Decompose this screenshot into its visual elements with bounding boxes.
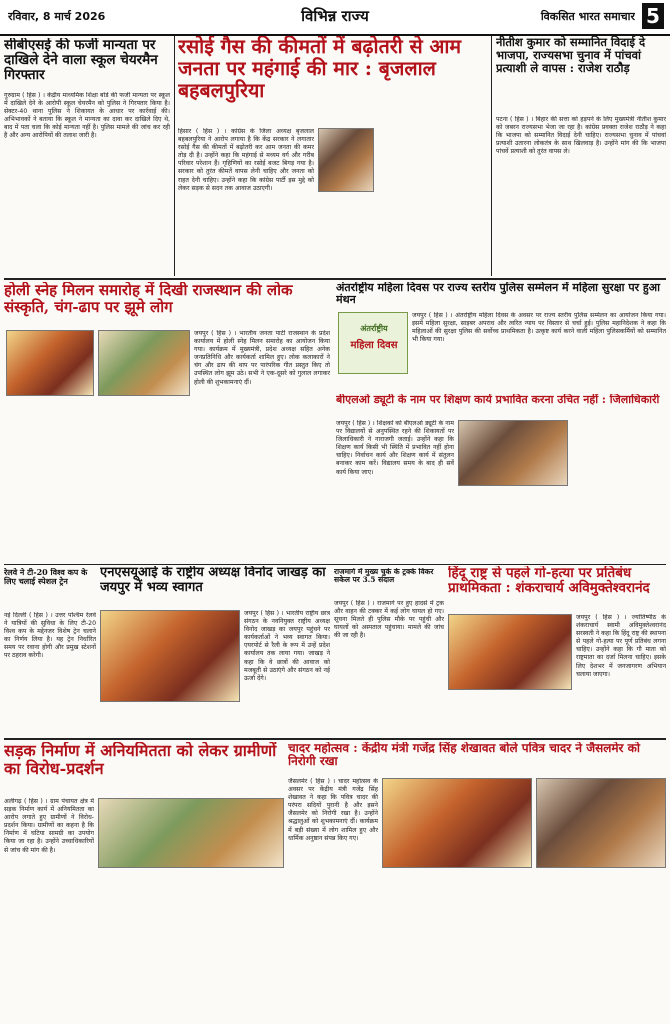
gas-headline: रसोई गैस की कीमतों में बढ़ोतरी से आम जनता पर महंगाई की मार : बृजलाल बहबलपुरिया: [178, 36, 462, 102]
cbse-body: गुरुग्राम ( हिंस ) । केंद्रीय माध्यमिक शिक्षा बोर्ड की फर्जी मान्यता पर स्कूल में दाखिले देने के आरोपी स्कूल चेयरमैन को पुलिस ने गिरफ्तार किया है। सेक्टर-40 थाना पुलिस ने शिकायत के आधार पर कार्रवाई की। अभिभावकों ने बताया कि स्कूल ने मान्यता का दावा कर दाखिले दिए थे, बाद में पता चला कि कोई मान्यता नहीं है। पुलिस मामले की जांच कर रही है और अन्य आरोपियों की तलाश जारी है।: [4, 92, 170, 140]
blo-body-cont: [572, 420, 666, 538]
gas-portrait-photo: [318, 128, 374, 192]
chadar-headline: चादर महोत्सव : केंद्रीय मंत्री गजेंद्र सिंह शेखावत बोले पवित्र चादर ने जैसलमेर को निरोगी रखा: [288, 742, 640, 769]
gas-body-cont: [378, 128, 488, 274]
chadar-body: जैसलमेर ( हिंस ) । चादर महोत्सव के अवसर पर केंद्रीय मंत्री गजेंद्र सिंह शेखावत ने कहा कि पवित्र चादर की परंपरा सदियों पुरानी है और इसने जैसलमेर को निरोगी रखा है। उन्होंने श्रद्धालुओं को शुभकामनाएं दीं। कार्यक्रम में बड़ी संख्या में लोग शामिल हुए और धार्मिक अनुष्ठान संपन्न किए गए।: [288, 778, 378, 842]
section-rule: [4, 738, 666, 740]
women-day-body-cont: [338, 376, 666, 390]
highway-body: जयपुर ( हिंस ) । राजमार्ग पर हुए हादसे में ट्रक और वाहन की टक्कर में कई लोग घायल हो गए। सूचना मिलते ही पुलिस मौके पर पहुंची और घायलों को अस्पताल पहुंचाया। मामले की जांच की जा रही है।: [334, 600, 444, 640]
masthead: विकसित भारत समाचार: [540, 10, 635, 23]
road-body-cont: [98, 872, 284, 1020]
holi-headline: होली स्नेह मिलन समारोह में दिखी राजस्थान की लोक संस्कृति, चंग-ढाप पर झूमे लोग: [4, 282, 293, 316]
railway-body: नई दिल्ली ( हिंस ) । उत्तर पश्चिम रेलवे ने यात्रियों की सुविधा के लिए टी-20 विश्व कप के मद्देनजर विशेष ट्रेन चलाने का निर्णय लिया है। यह ट्रेन निर्धारित समय पर रवाना होगी और प्रमुख स्टेशनों पर ठहराव करेगी।: [4, 612, 96, 660]
women-day-logo-line2: महिला दिवस: [350, 340, 398, 351]
nitish-headline: नीतीश कुमार को सम्मानित विदाई दे भाजपा, राज्यसभा चुनाव में पांचवां प्रत्याशी ले वापस : राजेश राठौड़: [496, 36, 646, 75]
holi-body-cont: [4, 400, 190, 560]
section-rule: [4, 278, 666, 280]
women-day-body: जयपुर ( हिंस ) । अंतर्राष्ट्रीय महिला दिवस के अवसर पर राज्य स्तरीय पुलिस सम्मेलन का आयोजन किया गया। इसमें महिला सुरक्षा, साइबर अपराध और त्वरित न्याय पर विस्तार से चर्चा हुई। पुलिस महानिदेशक ने कहा कि महिलाओं की सुरक्षा पुलिस की सर्वोच्च प्राथमिकता है। उत्कृष्ट कार्य करने वाली महिला पुलिसकर्मियों को सम्मानित भी किया गया।: [412, 312, 666, 344]
women-day-logo: [338, 312, 408, 374]
column-rule: [174, 36, 175, 276]
chadar-photo-2: [536, 778, 666, 868]
cow-headline: हिंदू राष्ट्र से पहले गो-हत्या पर प्रतिबंध प्राथमिकता : शंकराचार्य अविमुक्तेश्वरानंद: [448, 566, 650, 597]
page-header: [0, 0, 670, 36]
blo-body: जयपुर ( हिंस ) । शिक्षकों को बीएलओ ड्यूटी के नाम पर विद्यालयों से अनुपस्थित रहने की शिकायतों पर जिलाधिकारी ने नाराजगी जताई। उन्होंने कहा कि शिक्षण कार्य किसी भी स्थिति में प्रभावित नहीं होना चाहिए। निर्वाचन कार्य और शिक्षण कार्य में संतुलन बनाकर काम करें। विद्यालय समय के बाद ही सर्वे कार्य किया जाए।: [336, 420, 454, 476]
road-body: अलीगढ़ ( हिंस ) । ग्राम पंचायत क्षेत्र में सड़क निर्माण कार्य में अनियमितता का आरोप लगाते हुए ग्रामीणों ने विरोध-प्रदर्शन किया। ग्रामीणों का कहना है कि निर्माण में घटिया सामग्री का उपयोग किया जा रहा है। उन्होंने उच्चाधिकारियों से जांच की मांग की है।: [4, 798, 94, 854]
nitish-body: पटना ( हिंस ) । बिहार की सत्ता को हड़पने के लिए मुख्यमंत्री नीतीश कुमार को जबरन राज्यसभा भेजा जा रहा है। कांग्रेस प्रवक्ता राजेश राठौड़ ने कहा कि भाजपा को सम्मानित विदाई देनी चाहिए। राज्यसभा चुनाव में पांचवां प्रत्याशी उतारना लोकतंत्र के साथ खिलवाड़ है। उन्होंने मांग की कि भाजपा पांचवें प्रत्याशी को तुरंत वापस ले।: [496, 116, 666, 156]
page-number: 5: [642, 3, 664, 29]
section-title: विभिन्न राज्य: [301, 7, 369, 25]
blo-headline: बीएलओ ड्यूटी के नाम पर शिक्षण कार्य प्रभावित करना उचित नहीं : जिलाधिकारी: [336, 394, 660, 406]
nsui-body: जयपुर ( हिंस ) । भारतीय राष्ट्रीय छात्र संगठन के नवनियुक्त राष्ट्रीय अध्यक्ष विनोद जाखड़ का जयपुर पहुंचने पर कार्यकर्ताओं ने भव्य स्वागत किया। एयरपोर्ट से रैली के रूप में उन्हें प्रदेश कार्यालय तक लाया गया। जाखड़ ने कहा कि वे छात्रों की आवाज को मजबूती से उठाएंगे और संगठन को नई ऊर्जा देंगे।: [244, 610, 330, 682]
women-day-logo-line1: अंतर्राष्ट्रीय: [360, 324, 388, 333]
gas-body: हिसार ( हिंस ) । कांग्रेस के जिला अध्यक्ष बृजलाल बहबलपुरिया ने आरोप लगाया है कि केंद्र सरकार ने लगातार रसोई गैस की कीमतों में बढ़ोतरी कर आम जनता की कमर तोड़ दी है। उन्होंने कहा कि महंगाई से मध्यम वर्ग और गरीब परिवार परेशान हैं। गृहिणियों का रसोई बजट बिगड़ गया है। सरकार को तुरंत कीमतें वापस लेनी चाहिए और जनता को राहत देनी चाहिए। उन्होंने कहा कि कांग्रेस पार्टी इस मुद्दे को लेकर सड़क से सदन तक आवाज उठाएगी।: [178, 128, 314, 192]
cbse-headline: सीबीएसई की फर्जी मान्यता पर दाखिले देने वाला स्कूल चेयरमैन गिरफ्तार: [4, 38, 158, 84]
road-headline: सड़क निर्माण में अनियमितता को लेकर ग्रामीणों का विरोध-प्रदर्शन: [4, 742, 277, 778]
road-photo: [98, 798, 284, 868]
chadar-photo: [382, 778, 532, 868]
holi-photo-1: [6, 330, 94, 396]
issue-date: रविवार, 8 मार्च 2026: [8, 10, 106, 23]
blo-photo: [458, 420, 568, 486]
nsui-headline: एनएसयूआई के राष्ट्रीय अध्यक्ष विनोद जाखड़ का जयपुर में भव्य स्वागत: [100, 566, 326, 595]
chadar-body-cont: [382, 872, 666, 1020]
women-day-headline: अंतर्राष्ट्रीय महिला दिवस पर राज्य स्तरीय पुलिस सम्मेलन में महिला सुरक्षा पर हुआ मंथन: [336, 282, 661, 307]
holi-photo-2: [98, 330, 190, 396]
railway-headline: रेलवे ने टी-20 विश्व कप के लिए चलाई स्पेशल ट्रेन: [4, 568, 88, 586]
column-rule: [491, 36, 492, 276]
holi-body: जयपुर ( हिंस ) । भारतीय जनता पार्टी राजस्थान के प्रदेश कार्यालय में होली स्नेह मिलन समारोह का आयोजन किया गया। कार्यक्रम में मुख्यमंत्री, प्रदेश अध्यक्ष सहित अनेक जनप्रतिनिधि और कार्यकर्ता शामिल हुए। लोक कलाकारों ने चंग और ढाप की थाप पर पारंपरिक गीत प्रस्तुत किए तो उपस्थित लोग झूम उठे। सभी ने एक-दूसरे को गुलाल लगाकर होली की शुभकामनाएं दीं।: [194, 330, 330, 386]
cow-photo: [448, 614, 572, 690]
highway-headline: राजमार्ग में मुख्य चुके के ट्रक्के विकर सकेल पर 3.5 संदाल: [334, 568, 434, 585]
section-rule: [4, 564, 666, 565]
nsui-photo: [100, 610, 240, 702]
cow-body: जयपुर ( हिंस ) । ज्योतिष्पीठ के शंकराचार्य स्वामी अविमुक्तेश्वरानंद सरस्वती ने कहा कि हिंदू राष्ट्र की स्थापना से पहले गो-हत्या पर पूर्ण प्रतिबंध लगना चाहिए। उन्होंने कहा कि गौ माता को राष्ट्रमाता का दर्जा मिलना चाहिए। इसके लिए देशभर में जनजागरण अभियान चलाया जाएगा।: [576, 614, 666, 678]
